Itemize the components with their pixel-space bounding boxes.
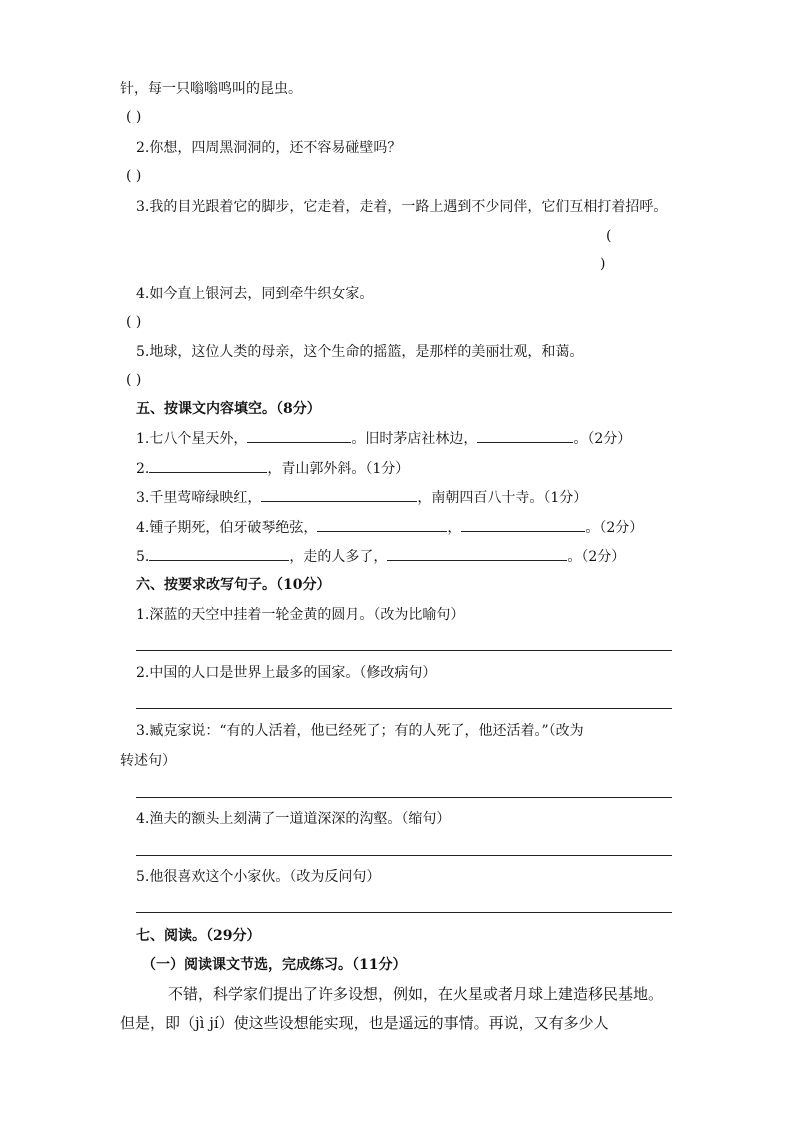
question-4-3: 3.我的目光跟着它的脚步，它走着，走着，一路上遇到不少同伴，它们互相打着招呼。 <box>136 199 668 215</box>
rewrite-6-3-line2: 转述句） <box>120 753 176 769</box>
fill-5-5 <box>136 546 625 567</box>
fill-5-1-blank-a[interactable] <box>247 428 351 443</box>
fill-5-4-text-b: ， <box>447 520 462 536</box>
reading-paragraph-line-1: 不错，科学家们提出了许多设想，例如，在火星或者月球上建造移民基地。 <box>168 985 664 1003</box>
question-4-5: 5.地球，这位人类的母亲，这个生命的摇篮，是那样的美丽壮观，和蔼。 <box>136 344 584 360</box>
section-5-title: 五、按课文内容填空。（8分） <box>136 401 321 417</box>
fill-5-4-blank-b[interactable] <box>461 517 585 532</box>
answer-paren-1[interactable]: ( ) <box>126 109 142 125</box>
fill-5-2-text-a: 2. <box>136 461 150 477</box>
rewrite-6-3-line1: 3.臧克家说：“有的人活着，他已经死了；有的人死了，他还活着。”（改为 <box>136 723 584 739</box>
rewrite-6-2: 2.中国的人口是世界上最多的国家。（修改病句） <box>136 665 437 681</box>
fill-5-3 <box>136 487 587 508</box>
answer-line-6-2[interactable] <box>136 708 672 709</box>
fill-5-4 <box>136 517 643 538</box>
answer-paren-5[interactable]: ( ) <box>126 372 142 388</box>
fill-5-1-blank-b[interactable] <box>477 428 573 443</box>
answer-line-6-1[interactable] <box>136 650 672 651</box>
q1-continuation: 针，每一只嗡嗡鸣叫的昆虫。 <box>120 81 302 97</box>
answer-paren-3-open[interactable]: ( <box>606 228 612 244</box>
fill-5-5-text-b: ，走的人多了， <box>289 549 388 565</box>
reading-paragraph-line-2: 但是，即（jì jí）使这些设想能实现，也是遥远的事情。再说，又有多少人 <box>120 1014 609 1032</box>
rewrite-6-5: 5.他很喜欢这个小家伙。（改为反问句） <box>136 869 381 885</box>
fill-5-5-blank-a[interactable] <box>149 546 289 561</box>
fill-5-4-blank-a[interactable] <box>317 517 447 532</box>
answer-paren-4[interactable]: ( ) <box>126 314 142 330</box>
fill-5-1 <box>136 428 631 449</box>
rewrite-6-1: 1.深蓝的天空中挂着一轮金黄的圆月。（改为比喻句） <box>136 607 465 623</box>
fill-5-1-text-c: 。（2分） <box>573 431 632 447</box>
fill-5-2 <box>136 458 409 479</box>
fill-5-1-text-b: 。旧时茅店社林边， <box>351 431 478 447</box>
fill-5-3-text-a: 3.千里莺啼绿映红， <box>136 490 262 506</box>
section-7-sub1-title: （一）阅读课文节选，完成练习。（11分） <box>142 957 407 973</box>
fill-5-1-text-a: 1.七八个星天外， <box>136 431 248 447</box>
section-6-title: 六、按要求改写句子。（10分） <box>136 577 331 593</box>
question-4-4: 4.如今直上银河去，同到牵牛织女家。 <box>136 286 374 302</box>
fill-5-4-text-c: 。（2分） <box>585 520 644 536</box>
fill-5-2-text-b: ，青山郭外斜。（1分） <box>267 461 410 477</box>
fill-5-2-blank-a[interactable] <box>149 458 267 473</box>
answer-line-6-4[interactable] <box>136 855 672 856</box>
fill-5-4-text-a: 4.锺子期死，伯牙破琴绝弦， <box>136 520 318 536</box>
answer-line-6-3[interactable] <box>136 797 672 798</box>
fill-5-5-blank-b[interactable] <box>387 546 567 561</box>
fill-5-3-text-b: ，南朝四百八十寺。（1分） <box>417 490 588 506</box>
answer-paren-3-close[interactable]: ) <box>600 256 606 272</box>
fill-5-5-text-c: 。（2分） <box>567 549 626 565</box>
answer-line-6-5[interactable] <box>136 912 672 913</box>
fill-5-5-text-a: 5. <box>136 549 150 565</box>
question-4-2: 2.你想，四周黑洞洞的，还不容易碰壁吗？ <box>136 140 402 156</box>
fill-5-3-blank-a[interactable] <box>261 487 417 502</box>
rewrite-6-4: 4.渔夫的额头上刻满了一道道深深的沟壑。（缩句） <box>136 811 451 827</box>
section-7-title: 七、阅读。（29分） <box>136 928 261 944</box>
answer-paren-2[interactable]: ( ) <box>126 168 142 184</box>
